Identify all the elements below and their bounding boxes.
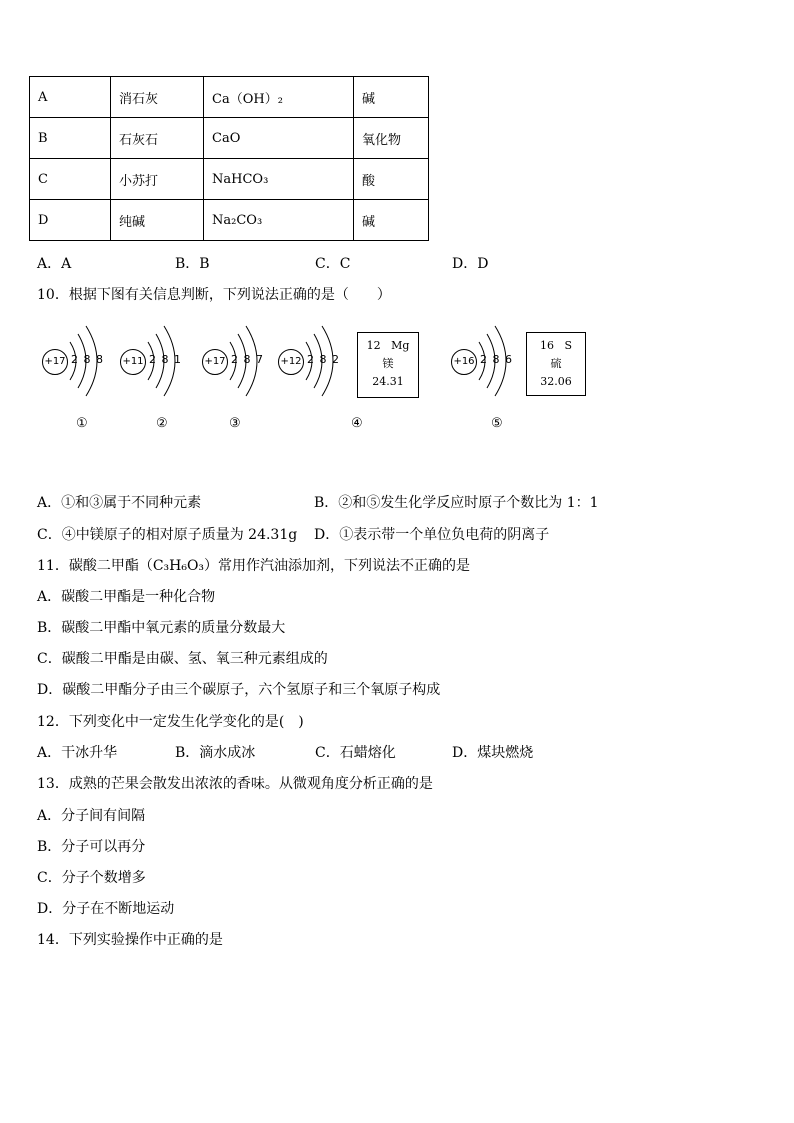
table-cell: 碱 [354, 200, 429, 241]
q10-option-c[interactable]: C．④中镁原子的相对原子质量为 24.31g [37, 527, 298, 543]
atomic-mass: 32.06 [540, 375, 572, 388]
nucleus: +17 [202, 349, 228, 375]
q10-option-d[interactable]: D．①表示带一个单位负电荷的阴离子 [314, 527, 550, 543]
nucleus: +16 [451, 349, 477, 375]
electron-shells: 2 8 1 [149, 353, 182, 366]
atomic-number: 12 [366, 339, 381, 352]
table-cell: 氧化物 [354, 118, 429, 159]
q10-option-a[interactable]: A．①和③属于不同种元素 [37, 495, 202, 511]
substance-table [29, 76, 429, 241]
table-cell: C [30, 159, 111, 200]
element-symbol: Mg [391, 339, 410, 352]
q9-option-c[interactable]: C．C [315, 256, 351, 272]
diagram-label-4: ④ [351, 416, 363, 431]
table-cell: CaO [204, 118, 354, 159]
q13-option-c[interactable]: C．分子个数增多 [37, 870, 146, 886]
q12-option-b[interactable]: B．滴水成冰 [175, 745, 256, 761]
electron-shells: 2 8 2 [307, 353, 340, 366]
nucleus: +17 [42, 349, 68, 375]
element-box-mg [357, 332, 419, 398]
atom-diagram-4 [278, 320, 358, 404]
electron-shells: 2 8 8 [71, 353, 104, 366]
diagram-label-1: ① [76, 416, 88, 431]
q11-option-a[interactable]: A．碳酸二甲酯是一种化合物 [37, 589, 216, 605]
table-cell: Na₂CO₃ [204, 200, 354, 241]
q11-option-b[interactable]: B．碳酸二甲酯中氧元素的质量分数最大 [37, 620, 286, 636]
table-row [30, 159, 429, 200]
atom-diagram-2 [120, 320, 200, 404]
table-cell: D [30, 200, 111, 241]
table-cell: 消石灰 [111, 77, 204, 118]
q12-stem: 12．下列变化中一定发生化学变化的是( ) [37, 714, 304, 730]
q9-option-a[interactable]: A．A [37, 256, 72, 272]
q9-option-d[interactable]: D．D [452, 256, 489, 272]
table-cell: A [30, 77, 111, 118]
q10-option-b[interactable]: B．②和⑤发生化学反应时原子个数比为 1：1 [314, 495, 599, 511]
q9-option-b[interactable]: B．B [175, 256, 210, 272]
atomic-number: 16 [539, 339, 554, 352]
q10-stem: 10．根据下图有关信息判断，下列说法正确的是（ ） [37, 287, 391, 303]
atomic-mass: 24.31 [372, 375, 404, 388]
table-row [30, 118, 429, 159]
diagram-label-2: ② [156, 416, 168, 431]
q14-stem: 14．下列实验操作中正确的是 [37, 932, 223, 948]
table-cell: 石灰石 [111, 118, 204, 159]
q12-option-d[interactable]: D．煤块燃烧 [452, 745, 534, 761]
q12-option-a[interactable]: A．干冰升华 [37, 745, 118, 761]
table-cell: 酸 [354, 159, 429, 200]
q13-option-a[interactable]: A．分子间有间隔 [37, 808, 146, 824]
table-cell: 纯碱 [111, 200, 204, 241]
element-name: 硫 [550, 357, 562, 370]
nucleus: +12 [278, 349, 304, 375]
table-row [30, 77, 429, 118]
table-cell: 碱 [354, 77, 429, 118]
diagram-label-3: ③ [229, 416, 241, 431]
diagram-label-5: ⑤ [491, 416, 503, 431]
element-symbol: S [564, 339, 573, 352]
q13-stem: 13．成熟的芒果会散发出浓浓的香味。从微观角度分析正确的是 [37, 776, 433, 792]
element-name: 镁 [382, 357, 394, 370]
table-cell: NaHCO₃ [204, 159, 354, 200]
atom-diagram-3 [202, 320, 282, 404]
table-cell: Ca（OH）₂ [204, 77, 354, 118]
electron-shells: 2 8 6 [480, 353, 513, 366]
table-cell: 小苏打 [111, 159, 204, 200]
q11-stem: 11．碳酸二甲酯（C₃H₆O₃）常用作汽油添加剂，下列说法不正确的是 [37, 558, 471, 574]
element-box-s [526, 332, 586, 396]
q12-option-c[interactable]: C．石蜡熔化 [315, 745, 396, 761]
table-row [30, 200, 429, 241]
atom-diagram-1 [42, 320, 122, 404]
nucleus: +11 [120, 349, 146, 375]
q13-option-b[interactable]: B．分子可以再分 [37, 839, 146, 855]
q11-option-d[interactable]: D．碳酸二甲酯分子由三个碳原子，六个氢原子和三个氧原子构成 [37, 682, 441, 698]
q13-option-d[interactable]: D．分子在不断地运动 [37, 901, 175, 917]
atom-diagram-5 [451, 320, 531, 404]
q11-option-c[interactable]: C．碳酸二甲酯是由碳、氢、氧三种元素组成的 [37, 651, 328, 667]
electron-shells: 2 8 7 [231, 353, 264, 366]
table-cell: B [30, 118, 111, 159]
